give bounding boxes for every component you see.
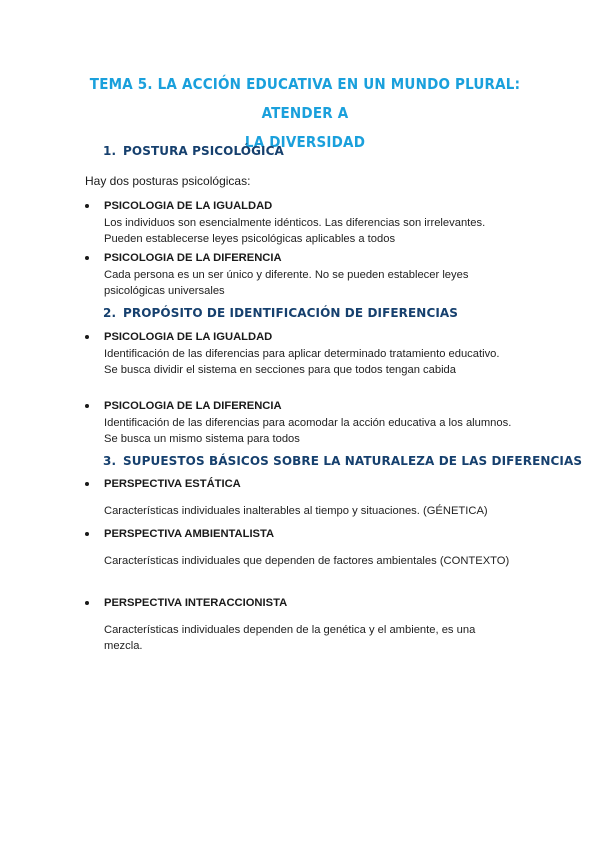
list-item [85, 250, 515, 300]
title-line-2: LA DIVERSIDAD [244, 133, 366, 151]
item-label: PERSPECTIVA INTERACCIONISTA [104, 597, 288, 609]
item-label: PSICOLOGIA DE LA DIFERENCIA [104, 252, 282, 264]
section-number: 3. [103, 454, 117, 468]
bullet-icon [85, 404, 89, 408]
section-title: SUPUESTOS BÁSICOS SOBRE LA NATURALEZA DE LAS DIFERENCIAS [123, 454, 583, 468]
list-item [85, 476, 515, 519]
item-label: PERSPECTIVA AMBIENTALISTA [104, 528, 275, 540]
item-description: Identificación de las diferencias para acomodar la acción educativa a los alumnos. Se busca un mismo sistema para todos [104, 416, 512, 445]
list-item [85, 526, 515, 569]
bullet-icon [85, 532, 89, 536]
section-1-heading [103, 144, 284, 158]
item-description: Los individuos son esencialmente idénticos. Las diferencias son irrelevantes. Pueden establecerse leyes psicológicas aplicables a todos [104, 216, 486, 245]
bullet-icon [85, 335, 89, 339]
list-item [85, 329, 515, 379]
item-label: PSICOLOGIA DE LA IGUALDAD [104, 331, 273, 343]
list-item [85, 398, 515, 448]
section-1-intro: Hay dos posturas psicológicas: [85, 174, 251, 188]
item-description: Características individuales que dependen de factores ambientales (CONTEXTO) [104, 554, 510, 567]
list-item [85, 595, 515, 655]
item-label: PSICOLOGIA DE LA IGUALDAD [104, 200, 273, 212]
bullet-icon [85, 204, 89, 208]
section-2-heading [103, 306, 458, 320]
item-label: PSICOLOGIA DE LA DIFERENCIA [104, 400, 282, 412]
section-3-heading [103, 454, 582, 468]
section-title: PROPÓSITO DE IDENTIFICACIÓN DE DIFERENCIAS [123, 306, 459, 320]
bullet-icon [85, 256, 89, 260]
list-item [85, 198, 515, 248]
item-description: Características individuales dependen de la genética y el ambiente, es una mezcla. [104, 623, 476, 652]
bullet-icon [85, 601, 89, 605]
item-label: PERSPECTIVA ESTÁTICA [104, 478, 241, 490]
item-description: Cada persona es un ser único y diferente. No se pueden establecer leyes psicológicas universales [104, 268, 469, 297]
item-description: Características individuales inalterables al tiempo y situaciones. (GÉNETICA) [104, 504, 488, 517]
title-line-1: TEMA 5. LA ACCIÓN EDUCATIVA EN UN MUNDO PLURAL: ATENDER A [89, 75, 521, 122]
section-title: POSTURA PSICOLÓGICA [123, 144, 284, 158]
item-description: Identificación de las diferencias para aplicar determinado tratamiento educativo. Se busca dividir el sistema en secciones para que todos tengan cabida [104, 347, 500, 376]
section-number: 1. [103, 144, 117, 158]
bullet-icon [85, 482, 89, 486]
section-number: 2. [103, 306, 117, 320]
